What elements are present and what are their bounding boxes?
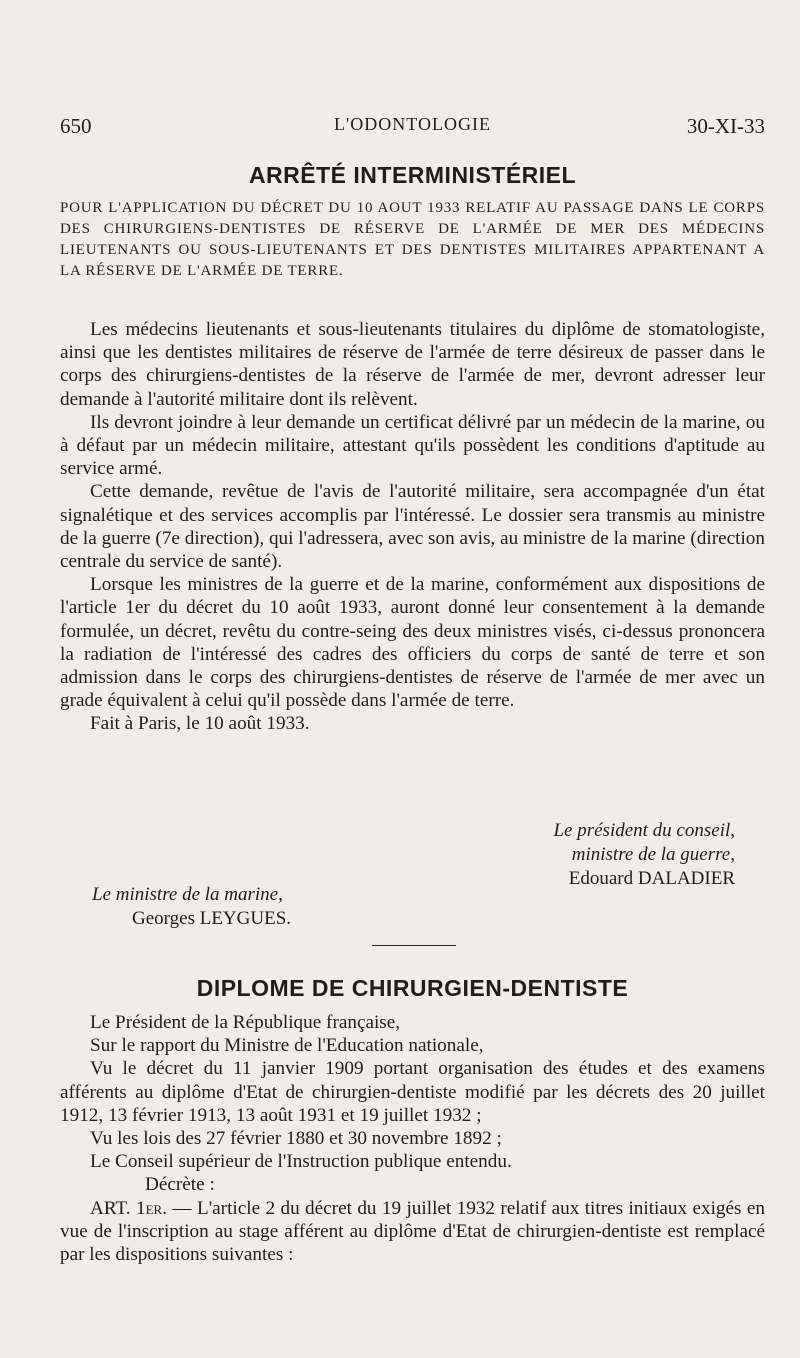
paragraph: Le Conseil supérieur de l'Instruction publique entendu. [90,1151,512,1173]
paragraph: Décrète : [145,1174,215,1196]
page-number: 650 [60,114,92,138]
paragraph: Lorsque les ministres de la guerre et de la marine, conformément aux dispositions de l'article 1er du décret du 10 août 1933, auront donné leur consentement à la demande formulée, un décret, revêtu du contre-seing des deux ministres visés, ci-dessus prononcera la radiation de l'intéressé des cadres des officiers du corps de santé de terre et son admission dans le corps des chirurgiens-dentistes de réserve de l'armée de mer avec un grade équivalent à celui qu'il possède dans l'armée de terre. [60,574,765,712]
paragraph: Ils devront joindre à leur demande un certificat délivré par un médecin de la marine, ou à défaut par un médecin militaire, attestant qu'ils possèdent les conditions d'aptitude au service armé. [60,411,765,480]
paragraph: Cette demande, revêtue de l'avis de l'autorité militaire, sera accompagnée d'un état signalétique et des services accomplis par l'intéressé. Le dossier sera transmis au ministre de la guerre (7e direction), qui l'adressera, avec son avis, au ministre de la marine (direction centrale du service de santé). [60,481,765,573]
article-label: ART. 1er. [90,1197,167,1219]
running-header [60,114,765,146]
section-subtitle: POUR L'APPLICATION DU DÉCRET DU 10 AOUT 1933 RELATIF AU PASSAGE DANS LE CORPS DES CHIRURGIENS-DENTISTES DE RÉSERVE DE L'ARMÉE DE MER DES MÉDECINS LIEUTENANTS OU SOUS-LIEUTENANTS ET DES DENTISTES MILITAIRES APPARTENANT A LA RÉSERVE DE L'ARMÉE DE TERRE. [60,200,765,279]
signatory-name: Georges LEYGUES. [132,908,292,929]
paragraph: Sur le rapport du Ministre de l'Education nationale, [90,1035,484,1057]
issue-date: 30-XI-33 [686,114,765,138]
section-divider [372,945,456,946]
paragraph: Les médecins lieutenants et sous-lieutenants titulaires du diplôme de stomatologiste, ainsi que les dentistes militaires de réserve de l'armée de terre désireux de passer dans le corps des chirurgiens-dentistes de la réserve de l'armée de mer, devront adresser leur demande à l'autorité militaire dont ils relèvent. [60,319,765,410]
arrete-body [60,318,765,736]
article-paragraph [60,1197,765,1267]
paragraph: Le Président de la République française, [90,1012,401,1033]
journal-title: L'ODONTOLOGIE [334,114,491,134]
signature-title-line: Le ministre de la marine, [92,884,283,905]
signature-title-line: Le président du conseil, [553,820,735,841]
article-text: — L'article 2 du décret du 19 juillet 1932 relatif aux titres initiaux exigés en vue de l'inscription au stage afférent au diplôme d'Etat de chirurgien-dentiste est remplacé par les dispositions suivantes : [60,1197,765,1266]
signature-title-line: ministre de la guerre, [571,844,735,865]
section-title-arrete: ARRÊTÉ INTERMINISTÉRIEL [248,162,577,188]
signature-president [480,819,735,891]
paragraph: Vu le décret du 11 janvier 1909 portant organisation des études et des examens afférents au diplôme d'Etat de chirurgien-dentiste modifié par les décrets des 20 juillet 1912, 13 février 1913, 13 août 1931 et 19 juillet 1932 ; [60,1058,765,1126]
paragraph: Vu les lois des 27 février 1880 et 30 novembre 1892 ; [90,1128,502,1150]
section-title-diplome: DIPLOME DE CHIRURGIEN-DENTISTE [196,975,629,1001]
diplome-body [60,1011,765,1266]
dateline: Fait à Paris, le 10 août 1933. [90,713,310,735]
signature-ministre-marine [92,883,392,931]
signatory-name: Edouard DALADIER [568,868,735,889]
